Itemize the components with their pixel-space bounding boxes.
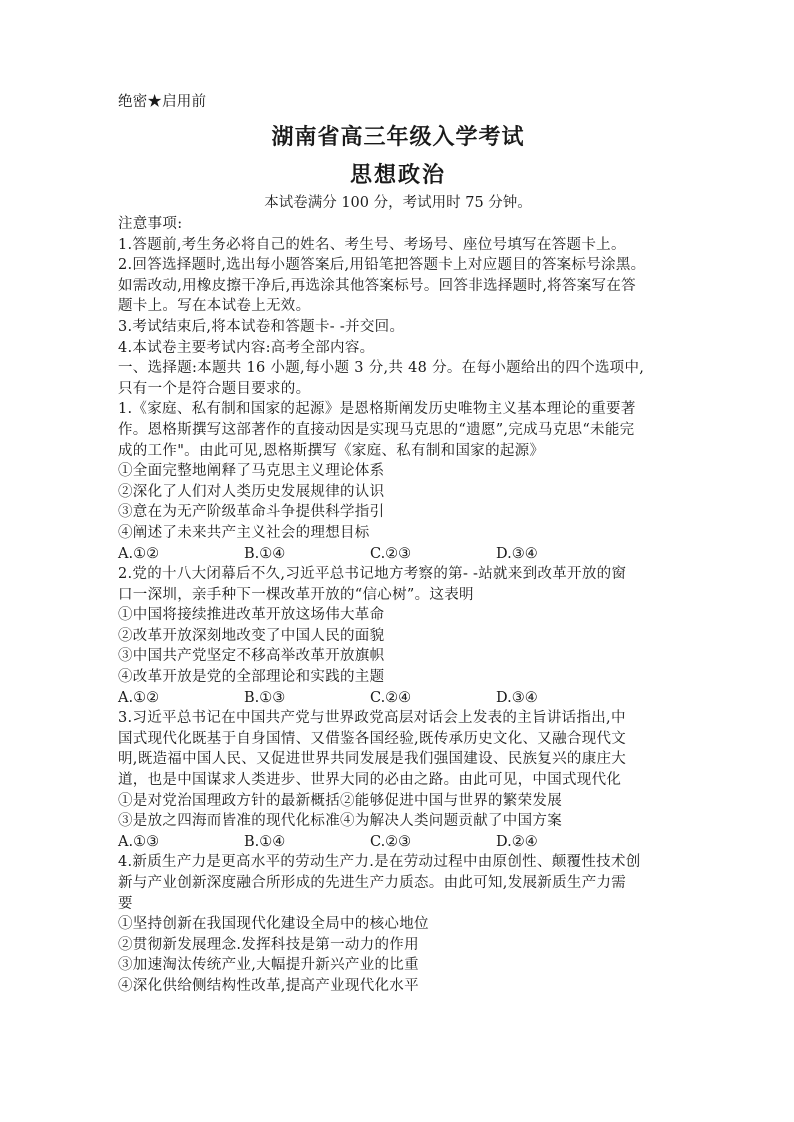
question-item: ③加速淘汰传统产业,大幅提升新兴产业的比重 xyxy=(118,957,419,974)
confidential-label: 绝密★启用前 xyxy=(118,94,207,110)
option-c: C.②④ xyxy=(370,689,412,706)
notes-line: 如需改动,用橡皮擦干净后,再选涂其他答案标号。回答非选择题时,将答案写在答 xyxy=(118,277,636,294)
question-stem-line: 国式现代化既基于自身国情、又借鉴各国经验,既传承历史文化、又融合现代文 xyxy=(118,730,627,747)
notes-line: 2.回答选择题时,选出每小题答案后,用铅笔把答题卡上对应题目的答案标号涂黑。 xyxy=(118,257,646,274)
exam-title: 湖南省高三年级入学考试 xyxy=(271,125,525,150)
question-stem-line: 1.《家庭、私有制和国家的起源》是恩格斯阐发历史唯物主义基本理论的重要著 xyxy=(118,401,636,418)
notes-line: 题卡上。写在本试卷上无效。 xyxy=(118,298,311,315)
option-d: D.③④ xyxy=(496,545,538,562)
option-a: A.①③ xyxy=(118,833,160,850)
question-stem-line: 2.党的十八大闭幕后不久,习近平总书记地方考察的第- -站就来到改革开放的窗 xyxy=(118,566,627,583)
question-item: ①中国将接续推进改革开放这场伟大革命 xyxy=(118,607,385,624)
question-item: ③意在为无产阶级革命斗争提供科学指引 xyxy=(118,504,385,521)
question-item: ④改革开放是党的全部理论和实践的主题 xyxy=(118,669,385,686)
option-b: B.①③ xyxy=(244,689,286,706)
exam-meta: 本试卷满分 100 分，考试用时 75 分钟。 xyxy=(264,195,532,211)
option-b: B.①④ xyxy=(244,833,286,850)
option-c: C.②③ xyxy=(370,833,412,850)
answer-options xyxy=(118,688,678,709)
answer-options xyxy=(118,832,678,853)
question-item: ②改革开放深刻地改变了中国人民的面貌 xyxy=(118,627,385,644)
question-item: ①坚持创新在我国现代化建设全局中的核心地位 xyxy=(118,916,429,933)
section-heading xyxy=(118,358,678,399)
answer-options xyxy=(118,544,678,565)
question-stem-line: 要 xyxy=(118,895,133,912)
question-stem-line: 明,既造福中国人民、又促进世界共同发展是我们强国建设、民族复兴的康庄大 xyxy=(118,751,627,768)
question-item: ①是对党治国理政方针的最新概括②能够促进中国与世界的繁荣发展 xyxy=(118,792,562,809)
option-d: D.②④ xyxy=(496,833,538,850)
question-item: ④阐述了未来共产主义社会的理想目标 xyxy=(118,524,370,541)
question-item: ②深化了人们对人类历史发展规律的认识 xyxy=(118,483,385,500)
subject-title: 思想政治 xyxy=(349,163,446,188)
notes-line: 4.本试卷主要考试内容:高考全部内容。 xyxy=(118,339,375,356)
section-line: 只有一个是符合题目要求的。 xyxy=(118,380,311,397)
option-c: C.②③ xyxy=(370,545,412,562)
notes-heading: 注意事项: xyxy=(118,216,183,232)
question-stem-line: 作。恩格斯撰写这部著作的直接动因是实现马克思的“遗愿”,完成马克思“未能完 xyxy=(118,421,635,438)
option-a: A.①② xyxy=(118,689,160,706)
question-1 xyxy=(118,399,678,564)
option-b: B.①④ xyxy=(244,545,286,562)
question-3 xyxy=(118,708,678,852)
exam-page xyxy=(118,92,678,997)
question-4 xyxy=(118,852,678,996)
question-stem-line: 成的工作"。由此可见,恩格斯撰写《家庭、私有制和国家的起源》 xyxy=(118,442,545,459)
question-item: ④深化供给侧结构性改革,提高产业现代化水平 xyxy=(118,977,419,994)
notes-block xyxy=(118,214,678,358)
notes-line: 1.答题前,考生务必将自己的姓名、考生号、考场号、座位号填写在答题卡上。 xyxy=(118,236,626,253)
question-stem-line: 3.习近平总书记在中国共产党与世界政党高层对话会上发表的主旨讲话指出,中 xyxy=(118,710,626,727)
section-line: 一、选择题:本题共 16 小题,每小题 3 分,共 48 分。在每小题给出的四个选项中, xyxy=(118,360,645,377)
option-a: A.①② xyxy=(118,545,160,562)
question-stem-line: 道，也是中国谋求人类进步、世界大同的必由之路。由此可见，中国式现代化 xyxy=(118,772,622,789)
question-item: ③中国共产党坚定不移高举改革开放旗帜 xyxy=(118,648,385,665)
question-2 xyxy=(118,564,678,708)
question-stem-line: 4.新质生产力是更高水平的劳动生产力.是在劳动过程中由原创性、颠覆性技术创 xyxy=(118,854,641,871)
option-d: D.③④ xyxy=(496,689,538,706)
question-item: ②贯彻新发展理念.发挥科技是第一动力的作用 xyxy=(118,936,419,953)
question-stem-line: 新与产业创新深度融合所形成的先进生产力质态。由此可知,发展新质生产力需 xyxy=(118,875,627,891)
notes-line: 3.考试结束后,将本试卷和答题卡- -并交回。 xyxy=(118,318,405,335)
question-stem-line: 口一深圳，亲手种下一棵改革开放的“信心树”。这表明 xyxy=(118,586,474,603)
question-item: ①全面完整地阐释了马克思主义理论体系 xyxy=(118,463,385,480)
question-item: ③是放之四海而皆准的现代化标准④为解决人类问题贡献了中国方案 xyxy=(118,813,562,830)
